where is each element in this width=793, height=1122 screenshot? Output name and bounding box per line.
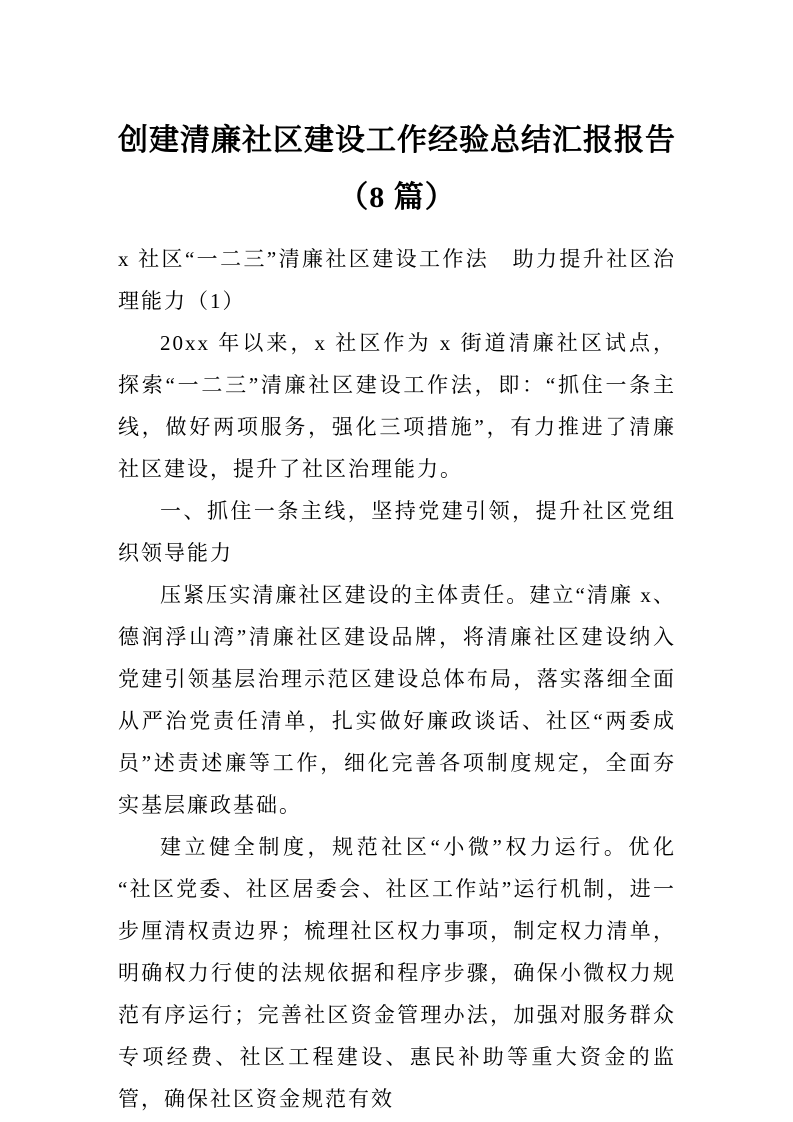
- section-heading: 一、抓住一条主线，坚持党建引领，提升社区党组织领导能力: [118, 499, 676, 565]
- document-title: [118, 112, 676, 226]
- paragraph: 建立健全制度，规范社区“小微”权力运行。优化“社区党委、社区居委会、社区工作站”运行机制，进一步厘清权责边界；梳理社区权力事项，制定权力清单，明确权力行使的法规依据和程序步骤，确保小微权力规范有序运行；完善社区资金管理办法，加强对服务群众专项经费、社区工程建设、惠民补助等重大资金的监管，确保社区资金规范有效: [118, 835, 676, 1111]
- document-title-line-1: 创建清廉社区建设工作经验总结汇报报告: [118, 124, 676, 157]
- subtitle-paragraph: x 社区“一二三”清廉社区建设工作法 助力提升社区治理能力（1）: [118, 247, 676, 313]
- paragraph: 压紧压实清廉社区建设的主体责任。建立“清廉 x、德润浮山湾”清廉社区建设品牌，将清廉社区建设纳入党建引领基层治理示范区建设总体布局，落实落细全面从严治党责任清单，扎实做好廉政谈话、社区“两委成员”述责述廉等工作，细化完善各项制度规定，全面夯实基层廉政基础。: [118, 583, 676, 817]
- document-title-line-2: （8 篇）: [338, 181, 456, 214]
- paragraph: 20xx 年以来，x 社区作为 x 街道清廉社区试点，探索“一二三”清廉社区建设工作法，即：“抓住一条主线，做好两项服务，强化三项措施”，有力推进了清廉社区建设，提升了社区治理能力。: [118, 331, 676, 481]
- document-body: [118, 238, 676, 1120]
